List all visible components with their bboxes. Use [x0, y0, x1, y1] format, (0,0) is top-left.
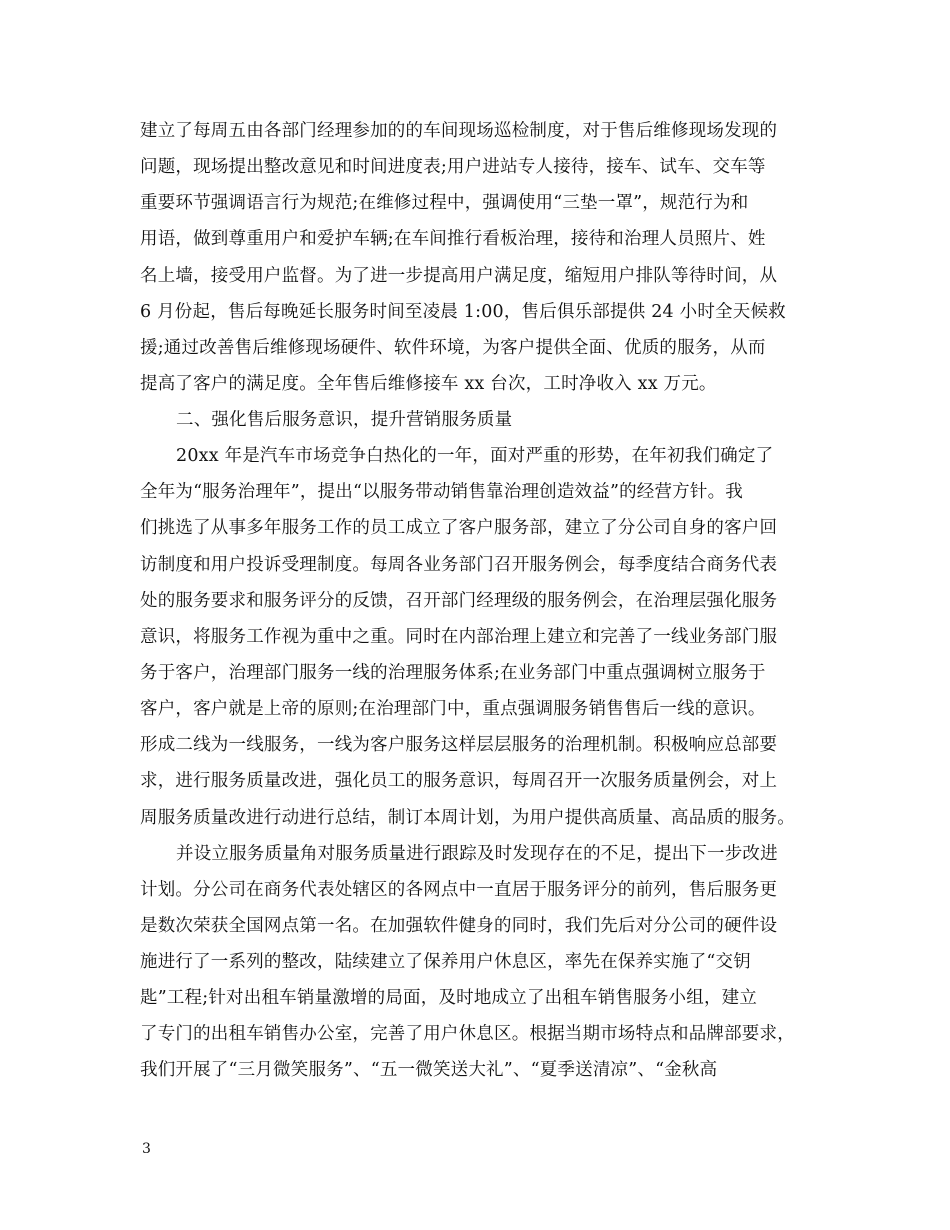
page-number: 3 [142, 1141, 151, 1157]
text-line: 施进行了一系列的整改，陆续建立了保养用户休息区，率先在保养实施了“交钥 [140, 952, 751, 972]
text-line: 形成二线为一线服务，一线为客户服务这样层层服务的治理机制。积极响应总部要 [140, 735, 778, 755]
text-line: 6 月份起，售后每晚延长服务时间至凌晨 1:00，售后俱乐部提供 24 小时全天候救 [140, 302, 786, 322]
text-line: 重要环节强调语言行为规范;在维修过程中，强调使用“三垫一罩”，规范行为和 [140, 193, 749, 213]
text-line: 援;通过改善售后维修现场硬件、软件环境，为客户提供全面、优质的服务，从而 [140, 338, 766, 358]
text-line: 全年为“服务治理年”，提出“以服务带动销售靠治理创造效益”的经营方针。我 [140, 482, 743, 502]
text-line: 们挑选了从事多年服务工作的员工成立了客户服务部，建立了分公司自身的客户回 [140, 518, 778, 538]
text-line: 求，进行服务质量改进，强化员工的服务意识，每周召开一次服务质量例会，对上 [140, 771, 778, 791]
text-line: 计划。分公司在商务代表处辖区的各网点中一直居于服务评分的前列，售后服务更 [140, 880, 778, 900]
text-line: 访制度和用户投诉受理制度。每周各业务部门召开服务例会，每季度结合商务代表 [140, 555, 778, 575]
text-line: 并设立服务质量角对服务质量进行跟踪及时发现存在的不足，提出下一步改进 [176, 844, 778, 864]
section-heading: 二、强化售后服务意识，提升营销服务质量 [176, 410, 513, 430]
text-line: 客户，客户就是上帝的原则;在治理部门中，重点强调服务销售售后一线的意识。 [140, 699, 766, 719]
text-line: 我们开展了“三月微笑服务”、“五一微笑送大礼”、“夏季送清凉”、“金秋高 [140, 1060, 718, 1080]
text-line: 意识，将服务工作视为重中之重。同时在内部治理上建立和完善了一线业务部门服 [140, 627, 778, 647]
text-line: 用语，做到尊重用户和爱护车辆;在车间推行看板治理，接待和治理人员照片、姓 [140, 229, 766, 249]
text-line: 问题，现场提出整改意见和时间进度表;用户进站专人接待，接车、试车、交车等 [140, 157, 766, 177]
text-line: 匙”工程;针对出租车销量激增的局面，及时地成立了出租车销售服务小组，建立 [140, 988, 758, 1008]
text-line: 提高了客户的满足度。全年售后维修接车 xx 台次，工时净收入 xx 万元。 [140, 374, 717, 394]
text-line: 20xx 年是汽车市场竞争白热化的一年，面对严重的形势，在年初我们确定了 [176, 446, 774, 466]
text-line: 名上墙，接受用户监督。为了进一步提高用户满足度，缩短用户排队等待时间，从 [140, 266, 778, 286]
text-line: 处的服务要求和服务评分的反馈，召开部门经理级的服务例会，在治理层强化服务 [140, 591, 778, 611]
text-line: 是数次荣获全国网点第一名。在加强软件健身的同时，我们先后对分公司的硬件设 [140, 916, 778, 936]
text-line: 务于客户，治理部门服务一线的治理服务体系;在业务部门中重点强调树立服务于 [140, 663, 766, 683]
text-line: 建立了每周五由各部门经理参加的的车间现场巡检制度，对于售后维修现场发现的 [140, 121, 778, 141]
text-line: 了专门的出租车销售办公室，完善了用户休息区。根据当期市场特点和品牌部要求， [140, 1024, 795, 1044]
text-line: 周服务质量改进行动进行总结，制订本周计划，为用户提供高质量、高品质的服务。 [140, 808, 795, 828]
